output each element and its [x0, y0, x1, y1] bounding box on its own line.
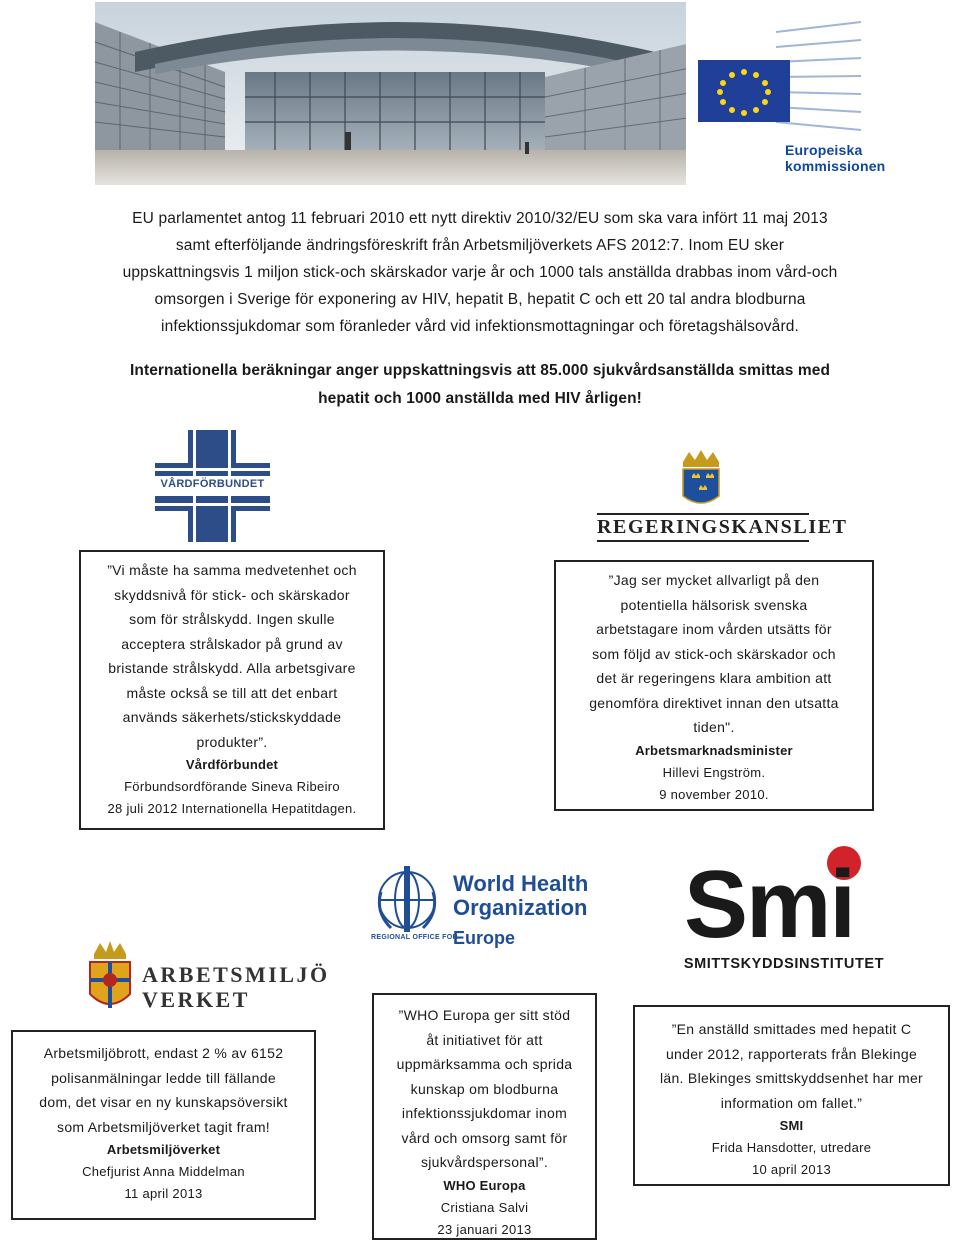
eu-building-banner — [95, 2, 886, 185]
smi-subtitle: SMITTSKYDDSINSTITUTET — [683, 956, 885, 972]
intro-paragraph: EU parlamentet antog 11 februari 2010 ett nytt direktiv 2010/32/EU som ska vara infört 11 maj 2013 samt efterföljande ändringsföreskrift från Arbetsmiljöverkets AFS 2012:7. Inom EU sker uppskattningsvis 1 miljon stick-och skärskador varje år och 1000 tals anställda drabbas inom vård-och omsorgen i Sverige för exponering av HIV, hepatit B, hepatit C och ett 20 tal andra blodburna infektionssjukdomar som föranleder vård vid infektionsmottagningar och företagshälsovård. — [122, 210, 838, 335]
crown-icon — [683, 450, 719, 467]
quote-date: 28 juli 2012 Internationella Hepatitdagen. — [107, 801, 357, 816]
quote-source-person: Frida Hansdotter, utredare — [711, 1140, 872, 1155]
quote-source-org: WHO Europa — [443, 1177, 526, 1193]
who-wordmark: World Health Organization — [453, 871, 589, 920]
who-regional-label: REGIONAL OFFICE FOR — [371, 934, 458, 941]
quote-source-person: Cristiana Salvi — [440, 1199, 529, 1215]
smi-logo — [664, 843, 904, 978]
who-europe-quote-box: ”WHO Europa ger sitt stöd åt initiativet för att uppmärksamma och sprida kunskap om blodburna infektionssjukdomar inom vård och omsorg samt för sjukvårdspersonal”. WHO Europa Cristiana Salvi 23 januari 2013 — [372, 993, 597, 1240]
smi-quote-box: ”En anställd smittades med hepatit C under 2012, rapporterats från Blekinge län. Blekinges smittskyddsenhet har mer information om fallet.” SMI Frida Hansdotter, utredare 10 april 2013 — [633, 1005, 950, 1186]
quote-source-org: Arbetsmiljöverket — [106, 1142, 221, 1157]
quote-date: 11 april 2013 — [124, 1186, 203, 1201]
quote-date: 23 januari 2013 — [437, 1221, 532, 1237]
arbetsmiljoverket-wordmark: ARBETSMILJÖ VERKET — [142, 962, 330, 1012]
regeringskansliet-logo — [597, 448, 848, 543]
vardforbundet-logo — [155, 430, 270, 542]
who-europe-logo — [371, 862, 593, 952]
quote-source-person: Förbundsordförande Sineva Ribeiro — [124, 779, 340, 794]
vardforbundet-wordmark: VÅRDFÖRBUNDET — [160, 478, 265, 490]
smi-wordmark: Smi — [684, 851, 855, 958]
quote-date: 9 november 2010. — [659, 786, 769, 802]
arbetsmiljoverket-logo — [82, 938, 330, 1018]
who-europe-label: Europe — [453, 928, 516, 948]
european-commission-text: Europeiska kommissionen — [785, 142, 886, 174]
quote-source-person: Chefjurist Anna Middelman — [82, 1164, 245, 1179]
quote-source-org: Vårdförbundet — [185, 757, 279, 772]
regeringskansliet-wordmark: REGERINGSKANSLIET — [597, 516, 848, 538]
regeringskansliet-quote-box: ”Jag ser mycket allvarligt på den potentiella hälsorisk svenska arbetstagare inom vården utsätts för som följd av stick-och skärskador och det är regeringens klara ambition att genomföra direktivet innan den utsatta tiden". Arbetsmarknadsminister Hillevi Engström. 9 november 2010. — [554, 560, 874, 811]
statistics-highlight: Internationella beräkningar anger uppskattningsvis att 85.000 sjukvårdsanställda smittas med hepatit och 1000 anställda med HIV årligen! — [129, 362, 831, 407]
quote-date: 10 april 2013 — [751, 1162, 832, 1177]
quote-source-org: SMI — [779, 1118, 804, 1133]
crown-icon — [94, 941, 126, 959]
quote-source-org: Arbetsmarknadsminister — [635, 742, 793, 758]
quote-source-person: Hillevi Engström. — [662, 764, 766, 780]
arbetsmiljoverket-quote-box: Arbetsmiljöbrott, endast 2 % av 6152 polisanmälningar ledde till fällande dom, det visar en ny kunskapsöversikt som Arbetsmiljöverket tagit fram! Arbetsmiljöverket Chefjurist Anna Middelman 11 april 2013 — [11, 1030, 316, 1220]
vardforbundet-quote-box: ”Vi måste ha samma medvetenhet och skyddsnivå för stick- och skärskador som för strålskydd. Ingen skulle acceptera strålskador på grund av bristande strålskydd. Alla arbetsgivare måste också se till att det enbart används säkerhets/stickskyddade produkter”. Vårdförbundet Förbundsordförande Sineva Ribeiro 28 juli 2012 Internationella Hepatitdagen. — [79, 550, 385, 830]
